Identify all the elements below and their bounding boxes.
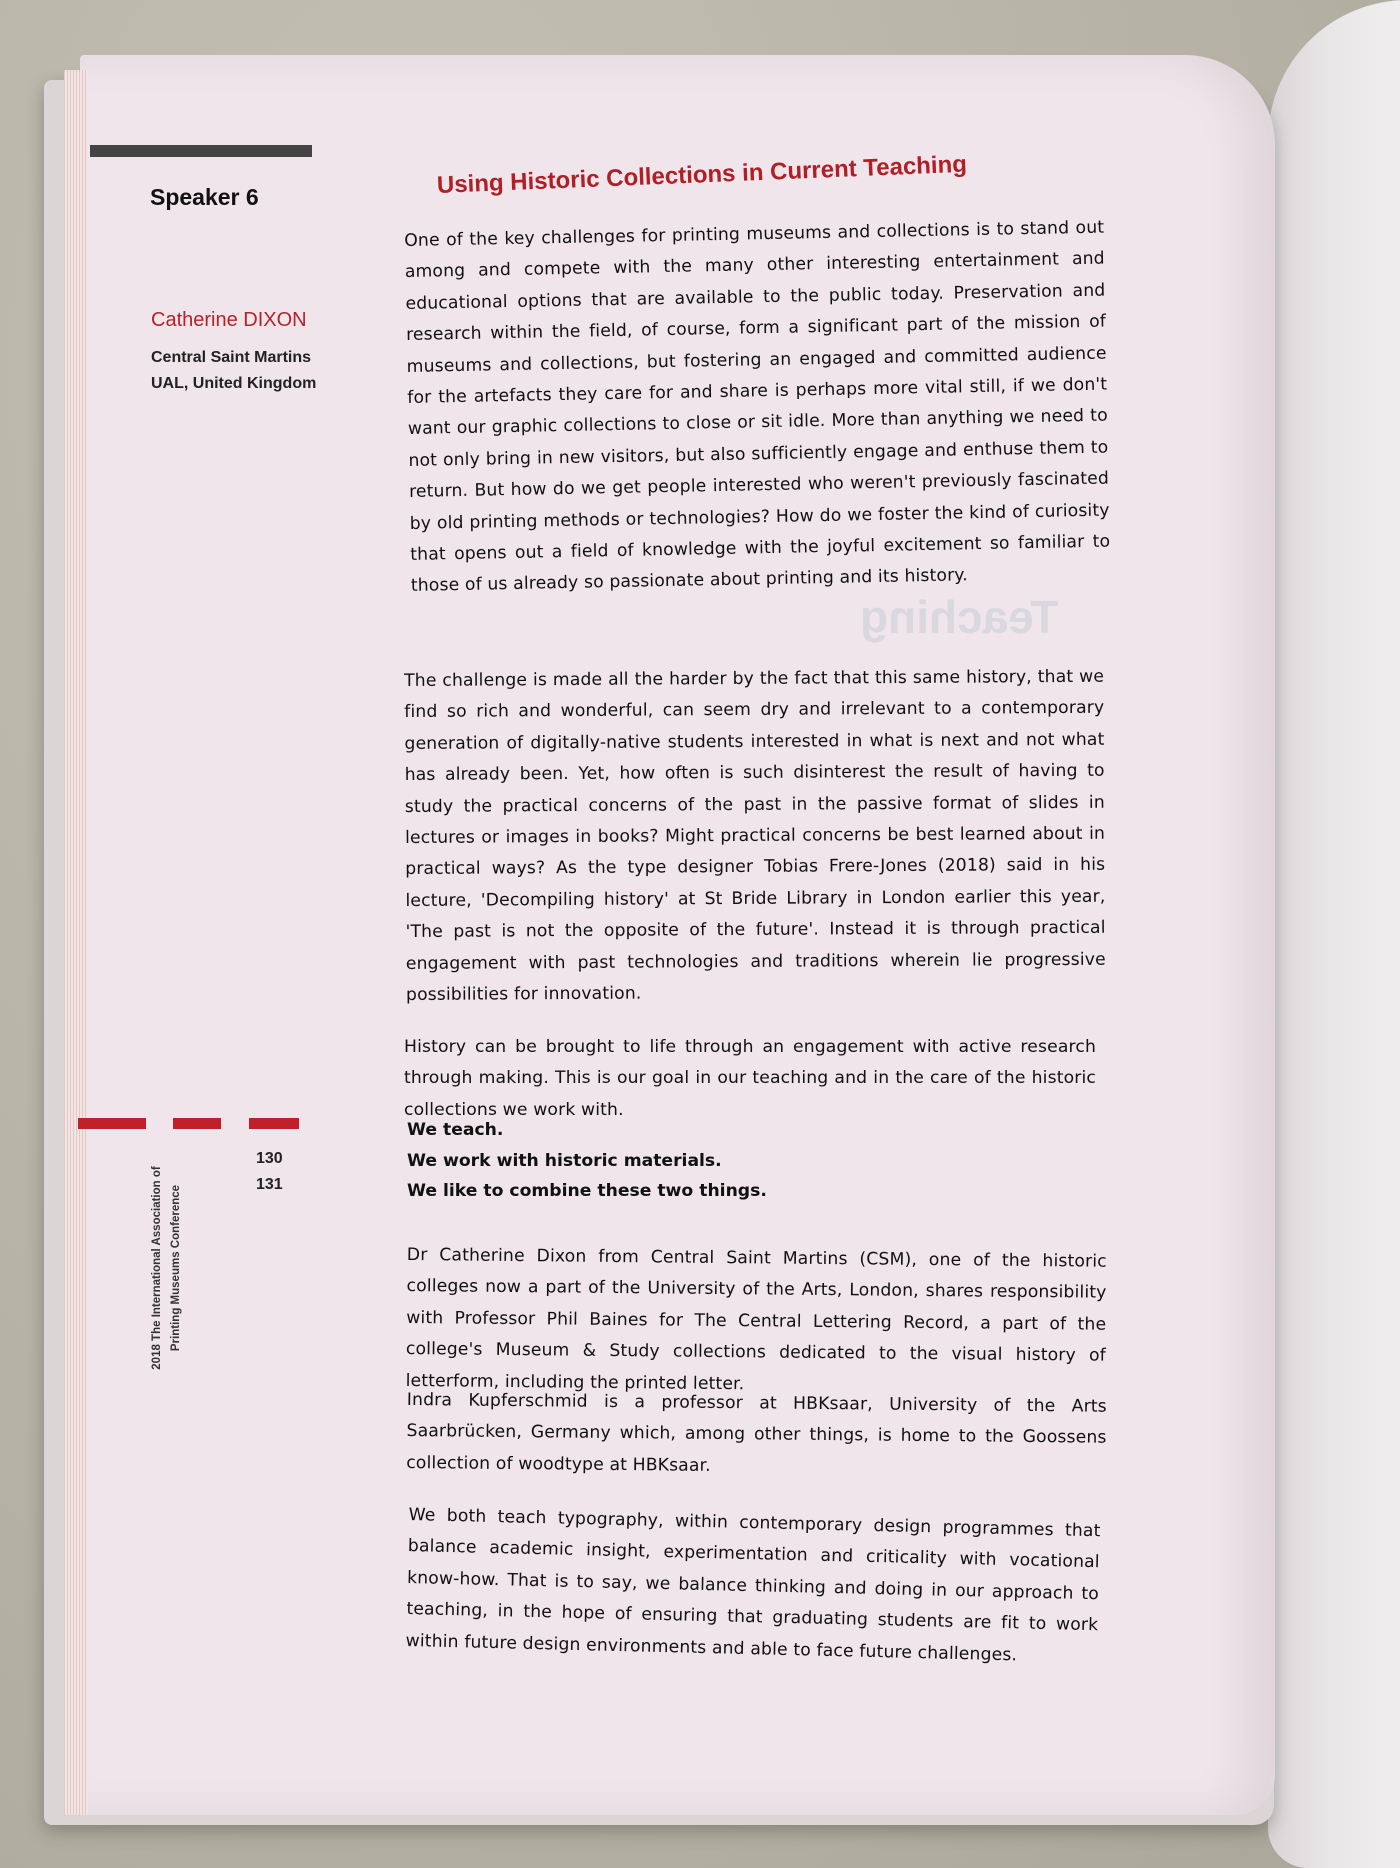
paragraph-4a: Dr Catherine Dixon from Central Saint Martins (CSM), one of the historic colleges now a part of the University of the Arts, London, shares responsibility with Professor Phil Baines for The Central Lettering Record, a part of the college's Museum & Study collections dedicated to the visual history of letterform, including the printed letter. <box>405 1244 1107 1394</box>
footer-line-2: Printing Museums Conference <box>170 1184 182 1352</box>
author-name: Catherine DIXON <box>151 309 307 331</box>
paragraph-3: History can be brought to life through an engagement with active research through making. This is our goal in our teaching and in the care of the historic collections we work with. <box>404 1037 1096 1120</box>
paragraph-1: One of the key challenges for printing museums and collections is to stand out among and compete with the many other interesting entertainment and educational options that are available to the public today. Preservation and research within the field, of course, form a significant part of the mission of museums and collections, but fostering an engaged and committed audience for the artefacts they care for and share is perhaps more vital still, if we don't want our graphic collections to close or sit idle. More than anything we need to not only bring in new visitors, but also sufficiently engage and enthuse them to return. But how do we get people interested who weren't previously fascinated by old printing methods or technologies? How do we foster the kind of curiosity that opens out a field of knowledge with the joyful excitement so familiar to those of us already so passionate about printing and its history. <box>404 217 1111 597</box>
show-through-ghost: Teaching <box>860 591 1059 643</box>
page-number-right: 131 <box>256 1176 283 1193</box>
paragraph-4b: Indra Kupferschmid is a professor at HBKsaar, University of the Arts Saarbrücken, Germany which, among other things, is home to the Goossens collection of woodtype at HBKsaar. <box>406 1389 1107 1476</box>
bold-line-2: We work with historic materials. <box>407 1151 722 1171</box>
facing-page-edge <box>1268 0 1400 1868</box>
bold-line-1: We teach. <box>407 1120 504 1140</box>
affiliation-line-2: UAL, United Kingdom <box>151 375 317 392</box>
bold-line-3: We like to combine these two things. <box>407 1181 767 1201</box>
red-dash-3 <box>249 1118 299 1129</box>
top-rule <box>90 145 312 157</box>
paragraph-5: We both teach typography, within contemporary design programmes that balance academic insight, experimentation and criticality with vocational know-how. That is to say, we balance thinking and doing in our approach to teaching, in the hope of ensuring that graduating students are fit to work within future design environments and able to face future challenges. <box>405 1504 1101 1665</box>
speaker-label: Speaker 6 <box>150 184 259 210</box>
paragraph-2: The challenge is made all the harder by the fact that this same history, that we find so rich and wonderful, can seem dry and irrelevant to a contemporary generation of digitally-native students interested in what is next and not what has already been. Yet, how often is such disinterest the result of having to study the practical concerns of the past in the passive format of slides in lectures or images in books? Might practical concerns be best learned about in practical ways? As the type designer Tobias Frere-Jones (2018) said in his lecture, 'Decompiling history' at St Bride Library in London earlier this year, 'The past is not the opposite of the future'. Instead it is through practical engagement with past technologies and traditions wherein lie progressive possibilities for innovation. <box>404 666 1106 1006</box>
red-dash-2 <box>173 1118 221 1129</box>
red-dash-1 <box>78 1118 146 1129</box>
footer-line-1: 2018 The International Association of <box>151 1166 163 1370</box>
article-title: Using Historic Collections in Current Teaching <box>436 150 968 199</box>
conference-footer <box>148 1148 186 1388</box>
affiliation-line-1: Central Saint Martins <box>151 349 312 366</box>
page-number-left: 130 <box>256 1150 283 1167</box>
page-edges <box>64 70 88 1815</box>
